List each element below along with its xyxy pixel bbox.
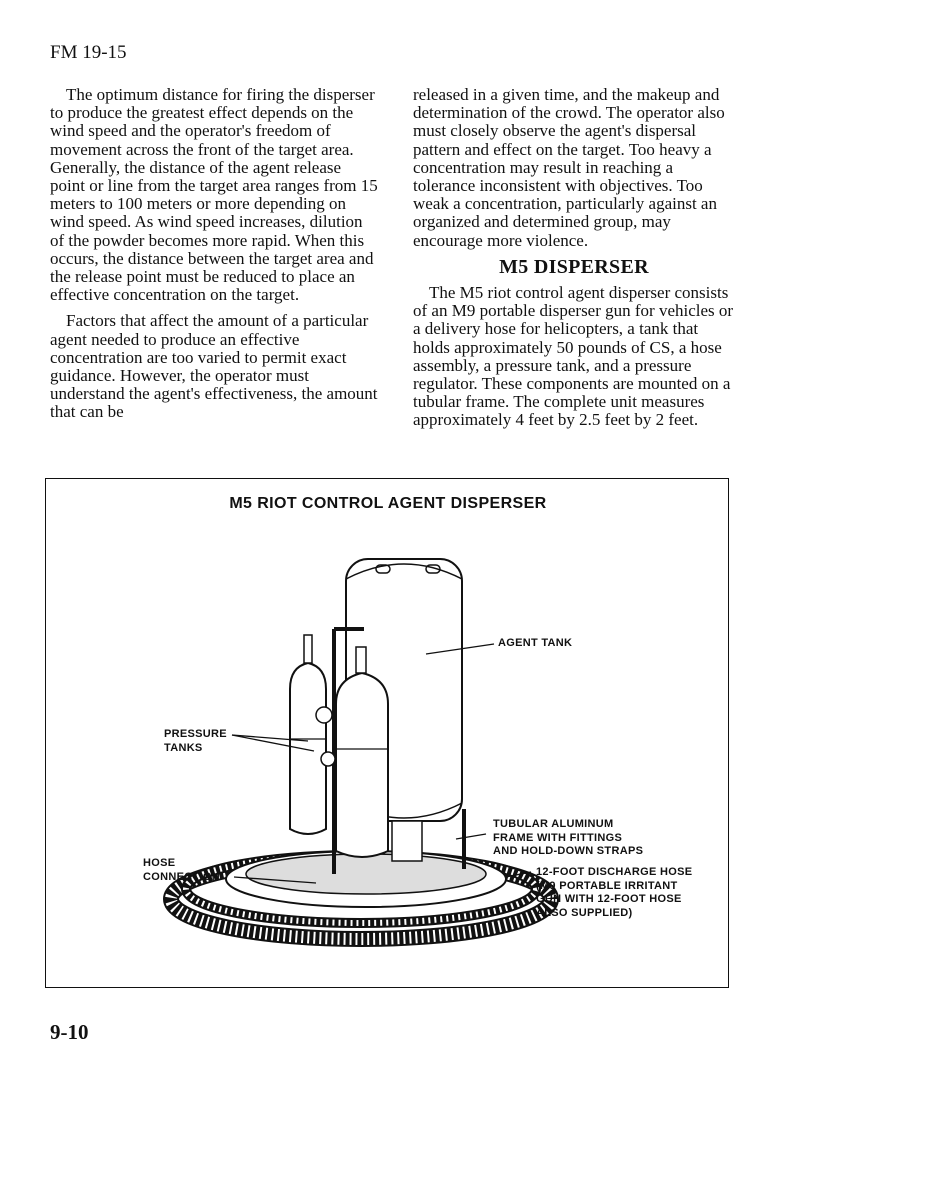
label-pressure-tanks-line2: TANKS bbox=[164, 741, 203, 754]
figure-title: M5 RIOT CONTROL AGENT DISPERSER bbox=[229, 495, 547, 512]
label-pressure-tanks bbox=[164, 728, 227, 755]
label-agent-tank: AGENT TANK bbox=[498, 637, 573, 649]
right-column bbox=[413, 86, 735, 438]
label-hose-connection-line1: HOSE bbox=[143, 857, 176, 869]
label-tubular-frame bbox=[493, 818, 643, 859]
label-discharge-hose-line4: ALSO SUPPLIED) bbox=[536, 906, 633, 919]
section-heading: M5 DISPERSER bbox=[499, 255, 649, 278]
label-tubular-frame-line3: AND HOLD-DOWN STRAPS bbox=[493, 845, 644, 857]
paragraph-factors: Factors that affect the amount of a particular agent needed to produce an effective concentration are too varied to permit exact guidance. However, the operator must understand the agent's effectiveness, the amount that can be bbox=[50, 311, 378, 422]
manual-id: FM 19-15 bbox=[50, 42, 127, 63]
label-tubular-frame-line2: FRAME WITH FITTINGS bbox=[493, 831, 623, 844]
label-pressure-tanks-line1: PRESSURE bbox=[164, 728, 227, 740]
label-discharge-hose bbox=[536, 866, 692, 920]
paragraph-optimum-distance: The optimum distance for firing the disperser to produce the greatest effect depends on the wind speed and the operator's freedom of movement across the front of the target area. Generally, the distance of the agent release point or line from the target area ranges from 15 meters to 100 meters or more depending on wind speed. As wind speed increases, dilution of the powder becomes more rapid. When this occurs, the distance between the target area and the release point must be reduced to place an effective concentration on the target. bbox=[50, 85, 378, 305]
paragraph-continuation: released in a given time, and the makeup and determination of the crowd. The operator also must closely observe the agent's dispersal pattern and effect on the target. Too heavy a concentration may result in reaching a tolerance inconsistent with objectives. Too weak a concentration, particularly against an organized and determined group, may encourage more violence. bbox=[413, 85, 725, 250]
label-discharge-hose-line3: GUN WITH 12-FOOT HOSE bbox=[536, 893, 682, 905]
figure-m5-disperser bbox=[45, 478, 729, 988]
page-number: 9-10 bbox=[50, 1020, 89, 1044]
label-discharge-hose-line2: (M9 PORTABLE IRRITANT bbox=[536, 879, 678, 892]
left-column bbox=[50, 86, 380, 430]
paragraph-m5-disperser: The M5 riot control agent disperser consists of an M9 portable disperser gun for vehicles or a delivery hose for helicopters, a tank that holds approximately 50 pounds of CS, a hose assembly, a pressure tank, and a pressure regulator. These components are mounted on a tubular frame. The complete unit measures approximately 4 feet by 2.5 feet by 2 feet. bbox=[413, 283, 734, 430]
label-tubular-frame-line1: TUBULAR ALUMINUM bbox=[493, 818, 614, 830]
label-hose-connection-line2: CONNECTION bbox=[143, 870, 220, 883]
label-hose-connection bbox=[143, 857, 220, 884]
label-discharge-hose-line1: 12-FOOT DISCHARGE HOSE bbox=[536, 866, 693, 878]
